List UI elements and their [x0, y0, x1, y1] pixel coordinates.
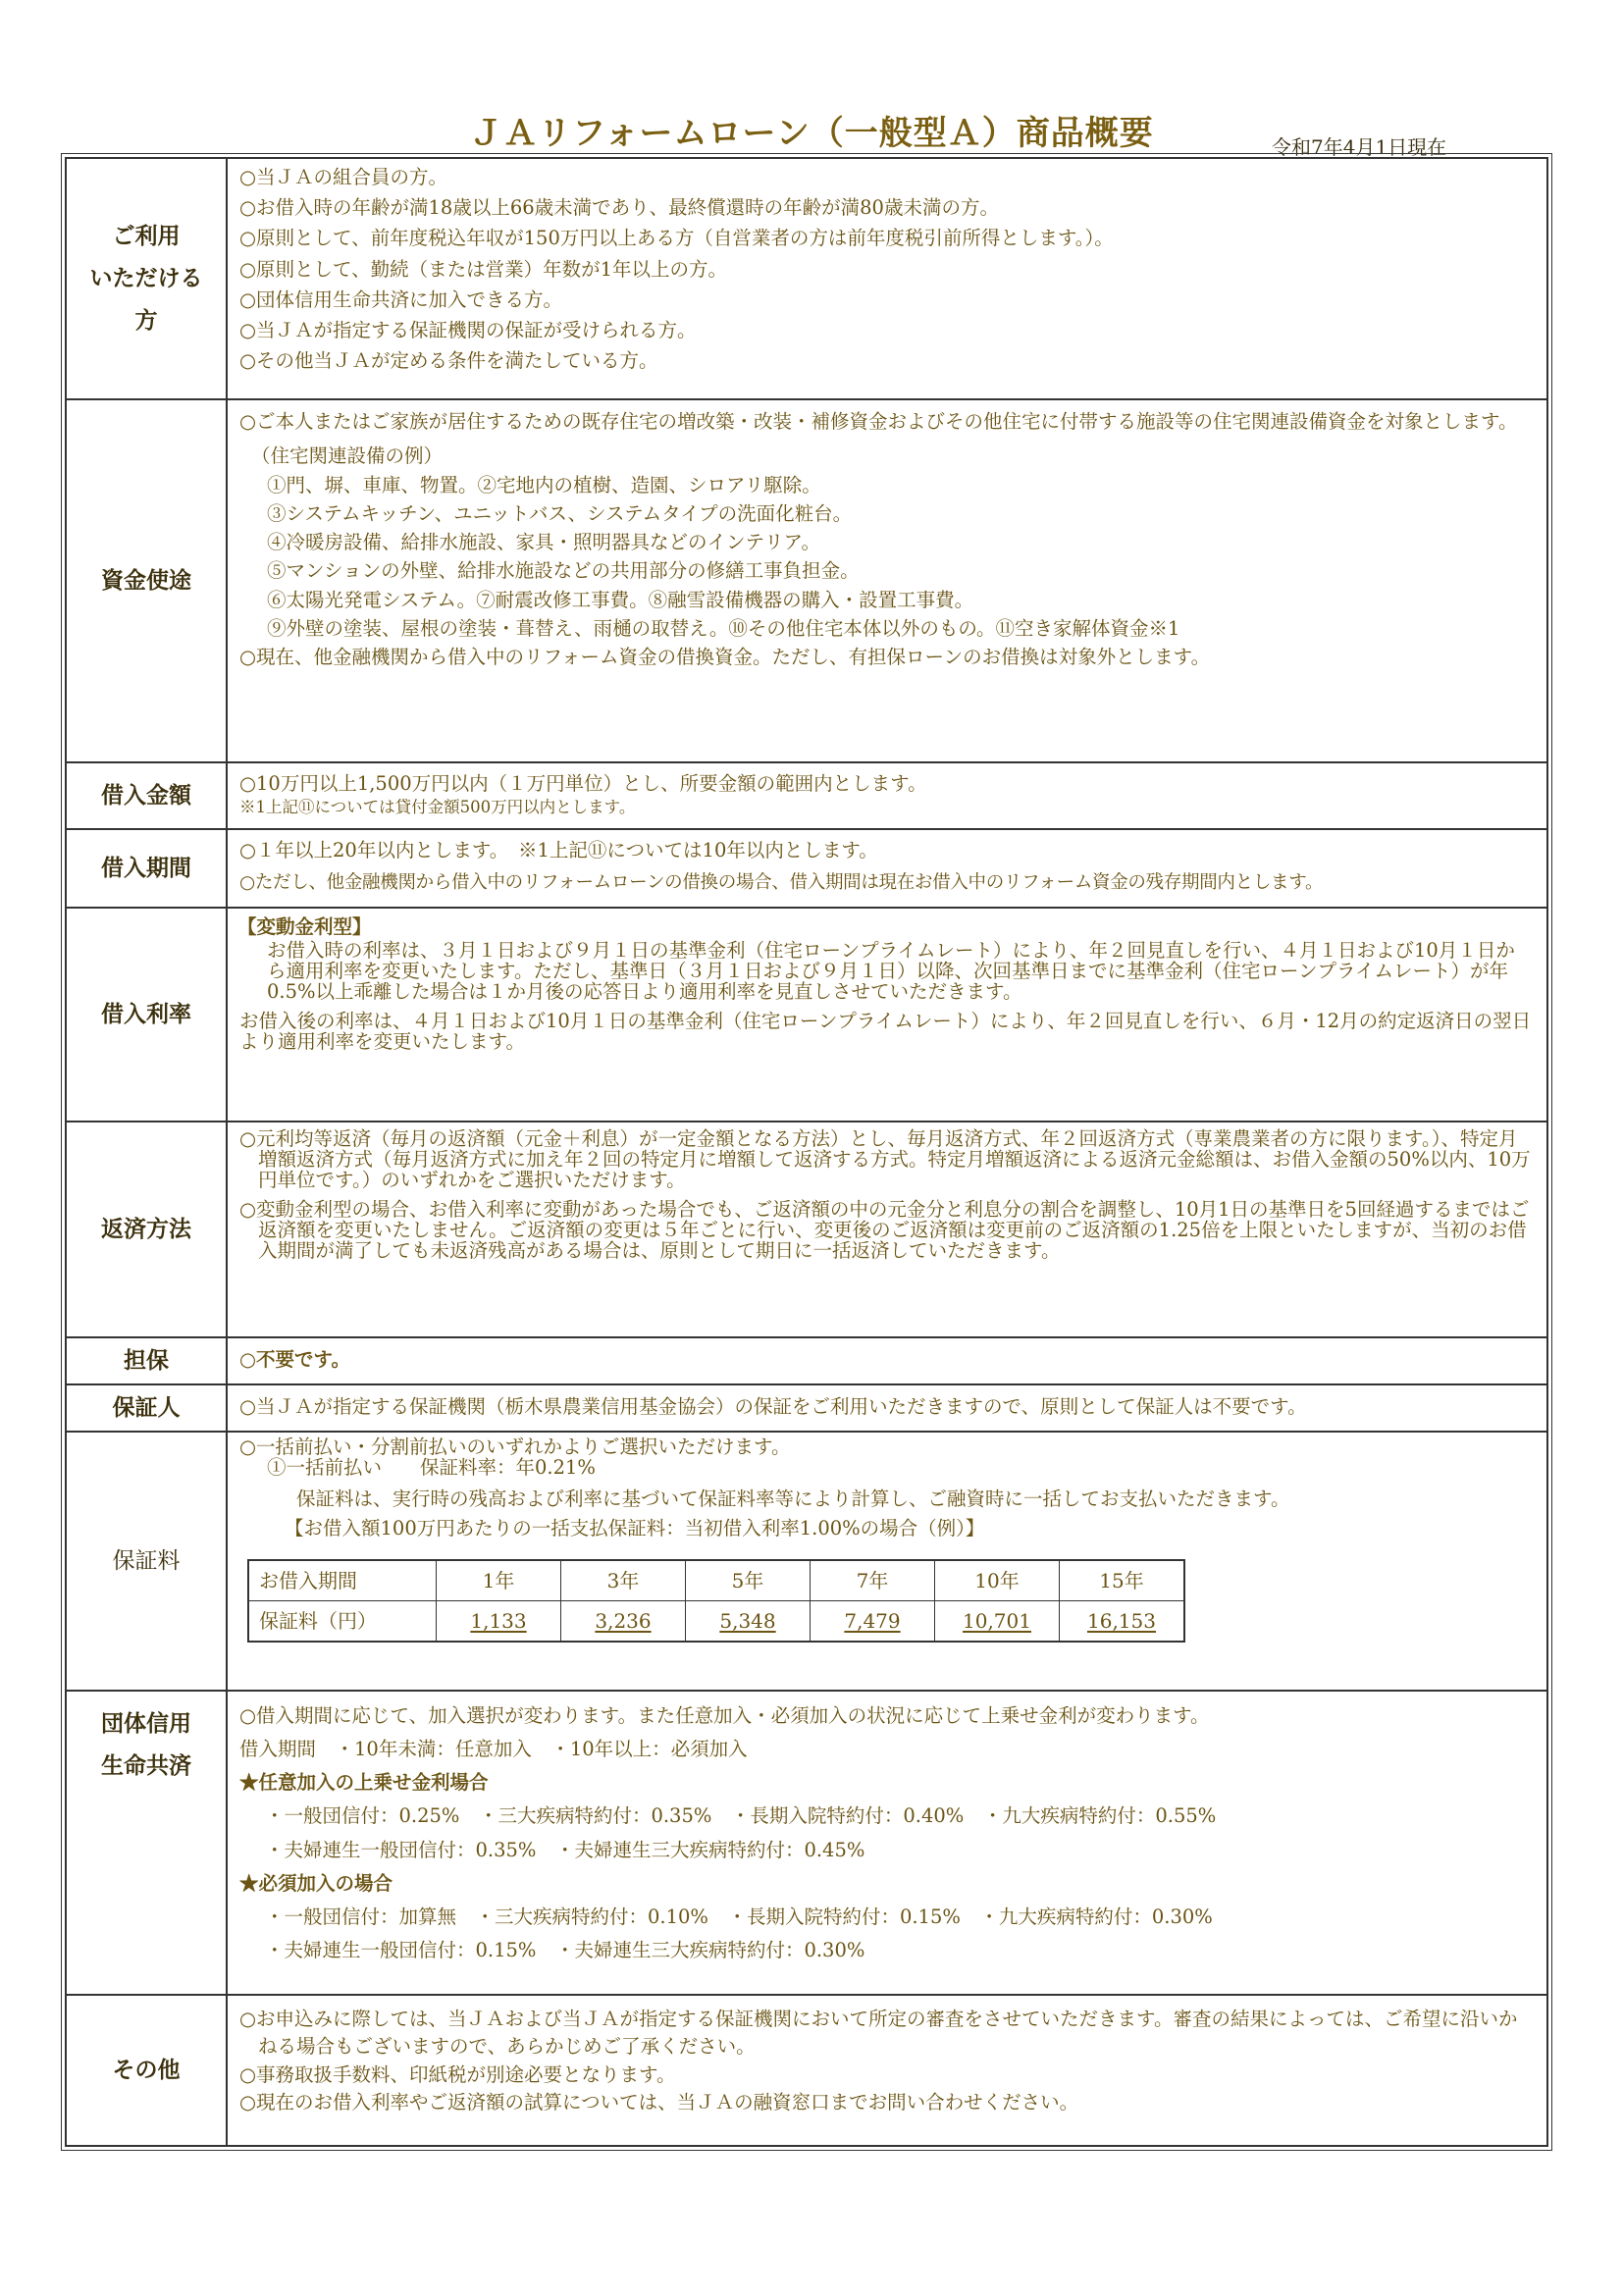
repayment-variable: ○変動金利型の場合、お借入利率に変動があった場合でも、ご返済額の中の元金分と利息分の割合を調整し、10月1日の基準日を5回経過するまではご返済額を変更いたしません。ご返済額の変更は５年ごとに行い、変更後のご返済額は変更前のご返済額の1.25倍を上限といたしますが、当初のお借入期間が満了しても未返済残高がある場合は、原則として期日に一括返済していただきます。 [239, 1198, 1530, 1263]
insurance-intro: ○借入期間に応じて、加入選択が変わります。また任意加入・必須加入の状況に応じて上乗せ金利が変わります。 [239, 1704, 1210, 1727]
other-fees: ○事務取扱手数料、印紙税が別途必要となります。 [239, 2062, 676, 2086]
content-repayment [227, 1122, 1547, 1337]
label-rate: 借入利率 [66, 908, 227, 1122]
insurance-optional-heading: ★任意加入の上乗せ金利場合 [239, 1771, 489, 1795]
other-inquiry: ○現在のお借入利率やご返済額の試算については、当ＪＡの融資窓口までお問い合わせください。 [239, 2090, 1079, 2113]
row-amount [66, 762, 1547, 829]
label-line: ご利用 [112, 223, 181, 249]
fee-amount-cell: 3,236 [561, 1601, 686, 1643]
row-collateral [66, 1337, 1547, 1384]
fee-period-cell: 7年 [811, 1560, 935, 1601]
fee-example-heading: 【お借入額100万円あたりの一括支払保証料：当初借入利率1.00%の場合（例）】 [285, 1517, 985, 1540]
insurance-optional-rates: ・夫婦連生一般団信付：0.35% ・夫婦連生三大疾病特約付：0.45% [265, 1838, 865, 1861]
label-group-life-insurance [66, 1691, 227, 1995]
label-line: 方 [134, 307, 158, 334]
eligibility-item: ○当ＪＡが指定する保証機関の保証が受けられる方。 [239, 318, 697, 341]
fee-amount-cell: 10,701 [935, 1601, 1060, 1643]
repayment-method: ○元利均等返済（毎月の返済額（元金＋利息）が一定金額となる方法）とし、毎月返済方式、年２回返済方式（専業農業者の方に限ります。）、特定月増額返済方式（毎月返済方式に加え年２回の特定月に増額して返済する方式。特定月増額返済による返済元金総額は、お借入金額の50%以内、10万円単位です。）のいずれかをご選択いただけます。 [239, 1127, 1531, 1192]
row-guarantee-fee [66, 1432, 1547, 1691]
purpose-example: ④冷暖房設備、給排水施設、家具・照明器具などのインテリア。 [267, 531, 820, 554]
label-guarantor: 保証人 [66, 1384, 227, 1432]
purpose-example: ⑤マンションの外壁、給排水施設などの共用部分の修繕工事負担金。 [267, 559, 860, 583]
row-eligibility [66, 158, 1547, 399]
label-eligibility [66, 158, 227, 399]
content-guarantee-fee [227, 1432, 1547, 1691]
purpose-example: ⑥太陽光発電システム。⑦耐震改修工事費。⑧融雪設備機器の購入・設置工事費。 [267, 588, 974, 611]
content-other [227, 1995, 1547, 2146]
fee-table-row-amount [248, 1601, 1184, 1643]
fee-period-cell: 10年 [935, 1560, 1060, 1601]
content-term [227, 829, 1547, 908]
fee-amount-cell: 5,348 [686, 1601, 811, 1643]
fee-table-row-period [248, 1560, 1184, 1601]
content-group-life-insurance [227, 1691, 1547, 1995]
insurance-term-rule: 借入期間 ・10年未満：任意加入 ・10年以上：必須加入 [239, 1738, 748, 1761]
rate-initial: お借入時の利率は、３月１日および９月１日の基準金利（住宅ローンプライムレート）により、年２回見直しを行い、４月１日および10月１日から適用利率を変更いたします。ただし、基準日（３月１日および９月１日）以降、次回基準日までに基準金利（住宅ローンプライムレート）が年0.5%以上乖離した場合は１か月後の応答日より適用利率を見直しさせていただきます。 [267, 939, 1515, 1004]
insurance-optional-rates: ・一般団信付：0.25% ・三大疾病特約付：0.35% ・長期入院特約付：0.40% ・九大疾病特約付：0.55% [265, 1804, 1217, 1828]
eligibility-item: ○お借入時の年齢が満18歳以上66歳未満であり、最終償還時の年齢が満80歳未満の方。 [239, 196, 999, 220]
row-guarantor [66, 1384, 1547, 1432]
fee-period-cell: 5年 [686, 1560, 811, 1601]
product-summary-table [65, 157, 1548, 2147]
row-purpose [66, 399, 1547, 762]
fee-option: ○一括前払い・分割前払いのいずれかよりご選択いただけます。 [239, 1435, 791, 1458]
fee-table-header: お借入期間 [248, 1560, 437, 1601]
row-term [66, 829, 1547, 908]
rate-after: お借入後の利率は、４月１日および10月１日の基準金利（住宅ローンプライムレート）により、年２回見直しを行い、６月・12月の約定返済日の翌日より適用利率を変更いたします。 [239, 1010, 1532, 1054]
fee-table [247, 1559, 1185, 1643]
eligibility-item: ○原則として、前年度税込年収が150万円以上ある方（自営業者の方は前年度税引前所得とします。）。 [239, 227, 1114, 250]
fee-amount-cell: 1,133 [437, 1601, 561, 1643]
purpose-example: ①門、塀、車庫、物置。②宅地内の植樹、造園、シロアリ駆除。 [267, 473, 821, 496]
purpose-example: ⑨外壁の塗装、屋根の塗装・葺替え、雨樋の取替え。⑩その他住宅本体以外のもの。⑪空き家解体資金※1 [267, 616, 1180, 640]
label-line: 生命共済 [101, 1753, 191, 1779]
page-title: ＪＡリフォームローン（一般型Ａ）商品概要 [469, 114, 1154, 153]
row-other [66, 1995, 1547, 2146]
purpose-intro: ○ご本人またはご家族が居住するための既存住宅の増改築・改装・補修資金およびその他住宅に付帯する施設等の住宅関連設備資金を対象とします。 [239, 410, 1518, 433]
content-rate [227, 908, 1547, 1122]
fee-period-cell: 3年 [561, 1560, 686, 1601]
fee-lump-sum: ①一括前払い 保証料率：年0.21% [267, 1456, 596, 1480]
label-guarantee-fee: 保証料 [66, 1432, 227, 1691]
fee-table-header: 保証料（円） [248, 1601, 437, 1643]
row-repayment [66, 1122, 1547, 1337]
label-line: 団体信用 [101, 1711, 191, 1737]
rate-type-heading: 【変動金利型】 [237, 915, 372, 938]
label-amount: 借入金額 [66, 762, 227, 829]
insurance-required-rates: ・夫婦連生一般団信付：0.15% ・夫婦連生三大疾病特約付：0.30% [265, 1938, 865, 1961]
purpose-example: ③システムキッチン、ユニットバス、システムタイプの洗面化粧台。 [267, 501, 853, 525]
label-purpose: 資金使途 [66, 399, 227, 762]
content-amount [227, 762, 1547, 829]
amount-text: ○10万円以上1,500万円以内（１万円単位）とし、所要金額の範囲内とします。 [239, 772, 927, 795]
fee-table-wrap [247, 1559, 1533, 1643]
label-line: いただける [89, 265, 203, 291]
content-purpose [227, 399, 1547, 762]
fee-amount-cell: 7,479 [811, 1601, 935, 1643]
term-refinance: ○ただし、他金融機関から借入中のリフォームローンの借換の場合、借入期間は現在お借入中のリフォーム資金の残存期間内とします。 [239, 872, 1324, 894]
content-eligibility [227, 158, 1547, 399]
term-text: ○１年以上20年以内とします。 ※1上記⑪については10年以内とします。 [239, 839, 878, 861]
eligibility-item: ○原則として、勤続（または営業）年数が1年以上の方。 [239, 257, 728, 281]
eligibility-item: ○当ＪＡの組合員の方。 [239, 166, 448, 188]
label-collateral: 担保 [66, 1337, 227, 1384]
content-guarantor: ○当ＪＡが指定する保証機関（栃木県農業信用基金協会）の保証をご利用いただきますので、原則として保証人は不要です。 [227, 1384, 1547, 1432]
fee-period-cell: 1年 [437, 1560, 561, 1601]
content-collateral: ○不要です。 [227, 1337, 1547, 1384]
fee-period-cell: 15年 [1060, 1560, 1185, 1601]
label-other: その他 [66, 1995, 227, 2146]
label-repayment: 返済方法 [66, 1122, 227, 1337]
purpose-examples-heading: （住宅関連設備の例） [251, 444, 444, 468]
as-of-date: 令和7年4月1日現在 [1272, 135, 1447, 159]
insurance-required-rates: ・一般団信付：加算無 ・三大疾病特約付：0.10% ・長期入院特約付：0.15% ・九大疾病特約付：0.30% [265, 1905, 1213, 1928]
row-group-life-insurance [66, 1691, 1547, 1995]
eligibility-item: ○その他当ＪＡが定める条件を満たしている方。 [239, 349, 658, 373]
purpose-refinance: ○現在、他金融機関から借入中のリフォーム資金の借換資金。ただし、有担保ローンのお借換は対象外とします。 [239, 646, 1211, 669]
fee-calculation: 保証料は、実行時の残高および利率に基づいて保証料率等により計算し、ご融資時に一括してお支払いただきます。 [296, 1487, 1290, 1511]
amount-note: ※1上記⑪については貸付金額500万円以内とします。 [239, 798, 636, 817]
label-term: 借入期間 [66, 829, 227, 908]
row-rate [66, 908, 1547, 1122]
other-screening: ○お申込みに際しては、当ＪＡおよび当ＪＡが指定する保証機関において所定の審査をさせていただきます。審査の結果によっては、ご希望に沿いかねる場合もございますので、あらかじめご了承ください。 [239, 2008, 1518, 2059]
insurance-required-heading: ★必須加入の場合 [239, 1871, 393, 1895]
fee-amount-cell: 16,153 [1060, 1601, 1185, 1643]
eligibility-item: ○団体信用生命共済に加入できる方。 [239, 287, 563, 311]
